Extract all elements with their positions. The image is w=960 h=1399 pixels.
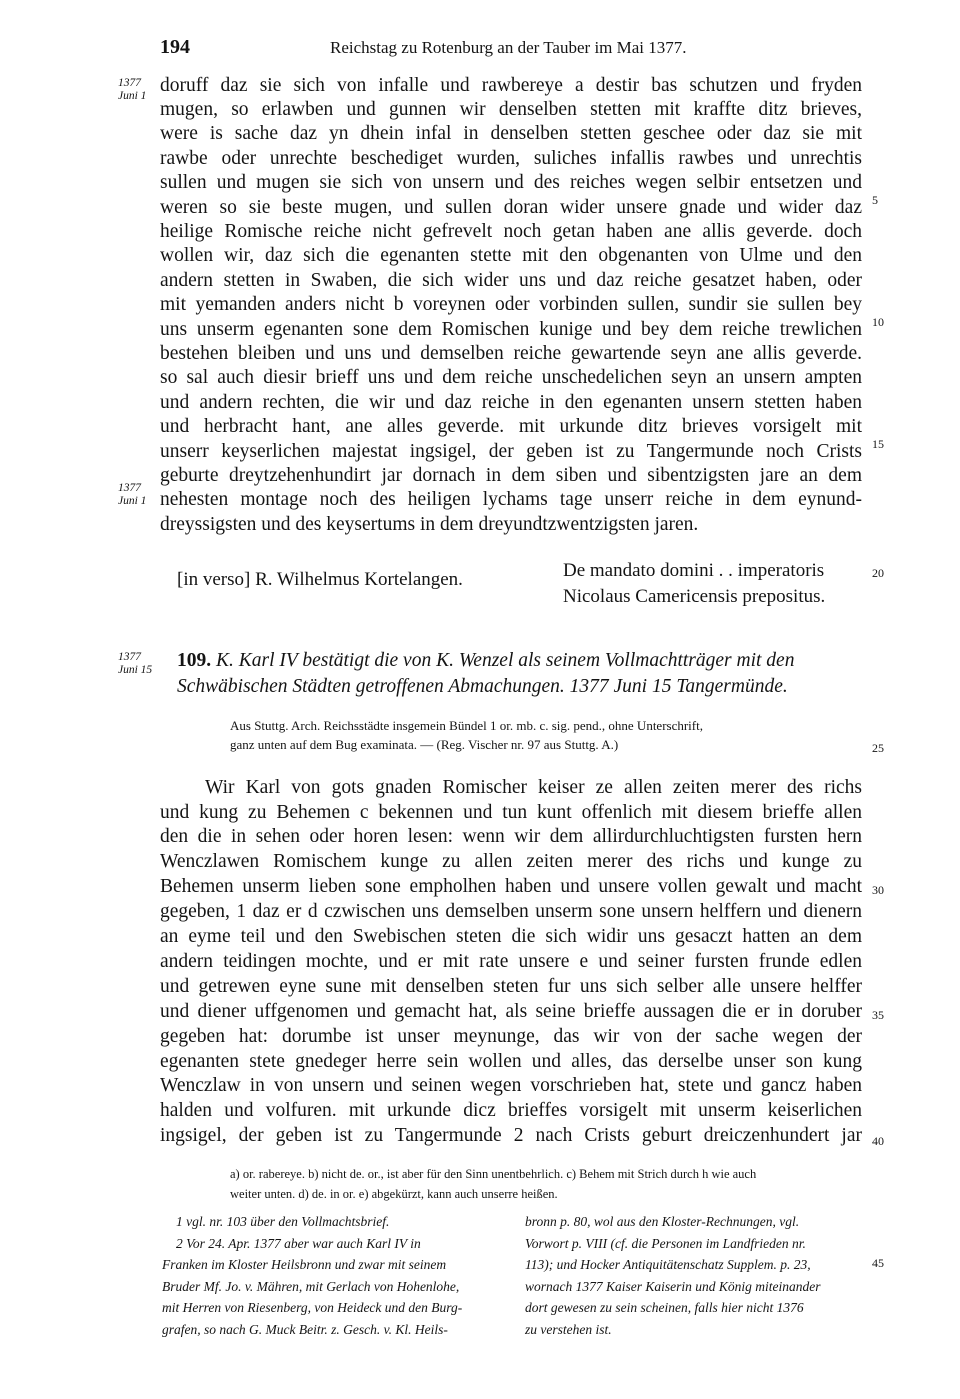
text-line: Wenczlaw in von unsern und seinen wegen vorschrieben hat, stete und gancz haben <box>160 1075 862 1096</box>
text-line: an eyme teil und den Swebischen steten die sich widir uns gesaczt hatten an dem <box>160 926 862 947</box>
signature-line: De mandato domini . . imperatoris <box>563 560 825 581</box>
document-title-line: K. Karl IV bestätigt die von K. Wenzel als seinem Vollmachtträger mit den <box>216 650 795 671</box>
text-line: were is sache daz yn dhein infal in denselben stetten geschee oder daz sie mit <box>160 123 862 144</box>
text-line: mugen, so erlawben und gunnen wir denselben stetten mit kraffte ditz brieves, <box>160 99 862 120</box>
line-number: 5 <box>872 193 878 207</box>
footnote-line: mit Herren von Riesenberg, von Heideck und den Burg- <box>162 1300 463 1315</box>
line-number: 30 <box>872 883 884 897</box>
document-number: 109. <box>177 650 212 671</box>
line-number: 10 <box>872 315 884 329</box>
text-line: und getrewen eyne sune mit denselben steten fur uns sich selber alle unsere helffer <box>160 976 862 997</box>
signature-line: Nicolaus Camericensis prepositus. <box>563 586 826 607</box>
margin-date-top: 1377 Juni 1 <box>118 77 147 102</box>
footnote-line: wornach 1377 Kaiser Kaiserin und König miteinander <box>525 1278 821 1294</box>
text-line: so sal auch diesir brieff uns und dem reiche unschedelichen seyn an unsern ampten <box>160 367 862 388</box>
text-line: Behemen unserm lieben sone empholhen haben und unsere vollen gewalt und macht <box>160 876 862 897</box>
line-number: 15 <box>872 437 884 451</box>
source-note <box>230 716 865 754</box>
variant-note-line: weiter unten. d) de. in or. e) abgekürzt, kann auch unserre heißen. <box>230 1187 558 1201</box>
footnote-line: 1 vgl. nr. 103 über den Vollmachtsbrief. <box>176 1214 390 1229</box>
text-line: doruff daz sie sich von infalle und rawbereye a destir bas schutzen und fryden <box>160 75 862 96</box>
text-line: andern stetten in Swaben, die sich wider uns und daz reiche gesatzet haben, oder <box>160 270 862 291</box>
footnotes-left <box>162 1211 512 1340</box>
source-line: Aus Stuttg. Arch. Reichsstädte insgemein Bündel 1 or. mb. c. sig. pend., ohne Unterschrift, <box>230 718 703 733</box>
margin-date-doc109: 1377 Juni 15 <box>118 651 153 676</box>
text-line: nehesten montage noch des heiligen lychams tage unserr reiche in dem eynund- <box>160 489 862 510</box>
text-line: halden und volfuren. mit urkunde dicz brieffes vorsigelt mit unserm keiserlichen <box>160 1100 862 1121</box>
text-line: und kung zu Behemen c bekennen und tun kunt offenlich mit diesem brieffe allen <box>160 802 862 823</box>
source-line: ganz unten auf dem Bug examinata. — (Reg. Vischer nr. 97 aus Stuttg. A.) <box>230 737 619 752</box>
text-line: dreyssigsten und des keysertums in dem dreyundtzwentzigsten jaren. <box>160 514 699 535</box>
line-number: 35 <box>872 1008 884 1022</box>
footnotes-right <box>525 1211 870 1340</box>
margin-date-bottom: 1377 Juni 1 <box>118 482 147 507</box>
footnote-line: Bruder Mf. Jo. v. Mähren, mit Gerlach von Hohenlohe, <box>162 1278 460 1294</box>
signature-verso: [in verso] R. Wilhelmus Kortelangen. <box>177 569 463 590</box>
text-line: gegeben, 1 daz er d czwischen uns demselben unserm sone unsern helffern und dienern <box>160 901 862 922</box>
page-header <box>160 36 860 60</box>
footnote-line: 113); und Hocker Antiquitätenschatz Supplem. p. 23, <box>525 1257 811 1272</box>
document-heading <box>177 648 867 700</box>
text-line: weren so sie beste mugen, und sullen doran wider unsere gnade und wider daz <box>160 197 862 218</box>
text-line: gegeben hat: dorumbe ist unser meynunge, das wir von der sache wegen der <box>160 1026 862 1047</box>
line-number: 45 <box>872 1256 884 1270</box>
footnote-line: zu verstehen ist. <box>525 1321 612 1337</box>
text-line: egenanten stete gnedeger herre sein wollen und alles, das derselbe unser son kung <box>160 1051 862 1072</box>
text-line: und diener uffgenomen und gemacht hat, als seine brieffe aussagen die er in doruber <box>160 1001 862 1022</box>
text-line: geburte dreytzehenhundirt jar dornach in dem siben und sibentzigsten jare an dem <box>160 465 862 486</box>
text-line: sullen und mugen sie sich von unsern und des reiches wegen selbir entsetzen und <box>160 172 862 193</box>
text-line: heilige Romische reiche nicht gefrevelt noch getan haben ane allis geverde. doch <box>160 221 862 242</box>
running-title: Reichstag zu Rotenburg an der Tauber im Mai 1377. <box>330 38 687 57</box>
line-number: 20 <box>872 566 884 580</box>
text-line: mit yemanden anders nicht b voreynen oder vorbinden sullen, sundir sie sullen bey <box>160 294 862 315</box>
footnote-line: dort gewesen zu sein scheinen, falls hier nicht 1376 <box>525 1300 804 1315</box>
line-number: 40 <box>872 1134 884 1148</box>
text-line: ingsigel, der geben ist zu Tangermunde 2 nach Crists geburt dreiczenhundert jar <box>160 1125 862 1146</box>
document-title-line: Schwäbischen Städten getroffenen Abmachungen. 1377 Juni 15 Tangermünde. <box>177 676 788 697</box>
footnote-line: bronn p. 80, wol aus den Kloster-Rechnungen, vgl. <box>525 1214 800 1229</box>
text-line: und herbracht hant, ane alles geverde. mit urkunde ditz brieves vorsigelt mit <box>160 416 862 437</box>
signature-chancery <box>563 558 825 610</box>
text-line: unserr keyserlichen majestat ingsigel, der geben ist zu Tangermunde noch Crists <box>160 441 862 462</box>
page-number: 194 <box>160 36 190 58</box>
text-line: Wir Karl von gots gnaden Romischer keiser ze allen zeiten merer des richs <box>205 777 862 798</box>
text-line: den die in sehen oder horen lesen: wenn wir dem allirdurchluchtigsten fursten hern <box>160 826 862 847</box>
text-line: bestehen bleiben und uns und demselben reiche gewartende seyn ane allis geverde. <box>160 343 862 364</box>
text-line: uns unserm egenanten sone dem Romischen kunige und bey dem reiche trewlichen <box>160 319 862 340</box>
line-number: 25 <box>872 741 884 755</box>
footnote-line: Franken im Kloster Heilsbronn und zwar mit seinem <box>162 1257 447 1272</box>
text-line: wollen wir, daz sich die egenanten stette mit den obgenanten von Ulme und den <box>160 245 862 266</box>
text-line: rawbe oder unrechte beschediget wurden, suliches infallis rawbes und unrechtis <box>160 148 862 169</box>
text-line: Wenczlawen Romischem kunge zu allen zeiten merer des richs und kunge zu <box>160 851 862 872</box>
footnote-line: grafen, so nach G. Muck Beitr. z. Gesch. v. Kl. Heils- <box>162 1321 448 1337</box>
text-line: andern teidingen mochte, und er mit rate unsere e und seiner fursten frunde edlen <box>160 951 862 972</box>
footnote-line: 2 Vor 24. Apr. 1377 aber war auch Karl IV in <box>176 1235 421 1251</box>
text-line: und andern rechten, die wir und daz reiche in den egenanten unsern stetten haben <box>160 392 862 413</box>
variant-note-line: a) or. rabereye. b) nicht de. or., ist aber für den Sinn unentbehrlich. c) Behem mit Strich durch h wie auch <box>230 1167 757 1181</box>
footnote-line: Vorwort p. VIII (cf. die Personen im Landfrieden nr. <box>525 1235 806 1251</box>
